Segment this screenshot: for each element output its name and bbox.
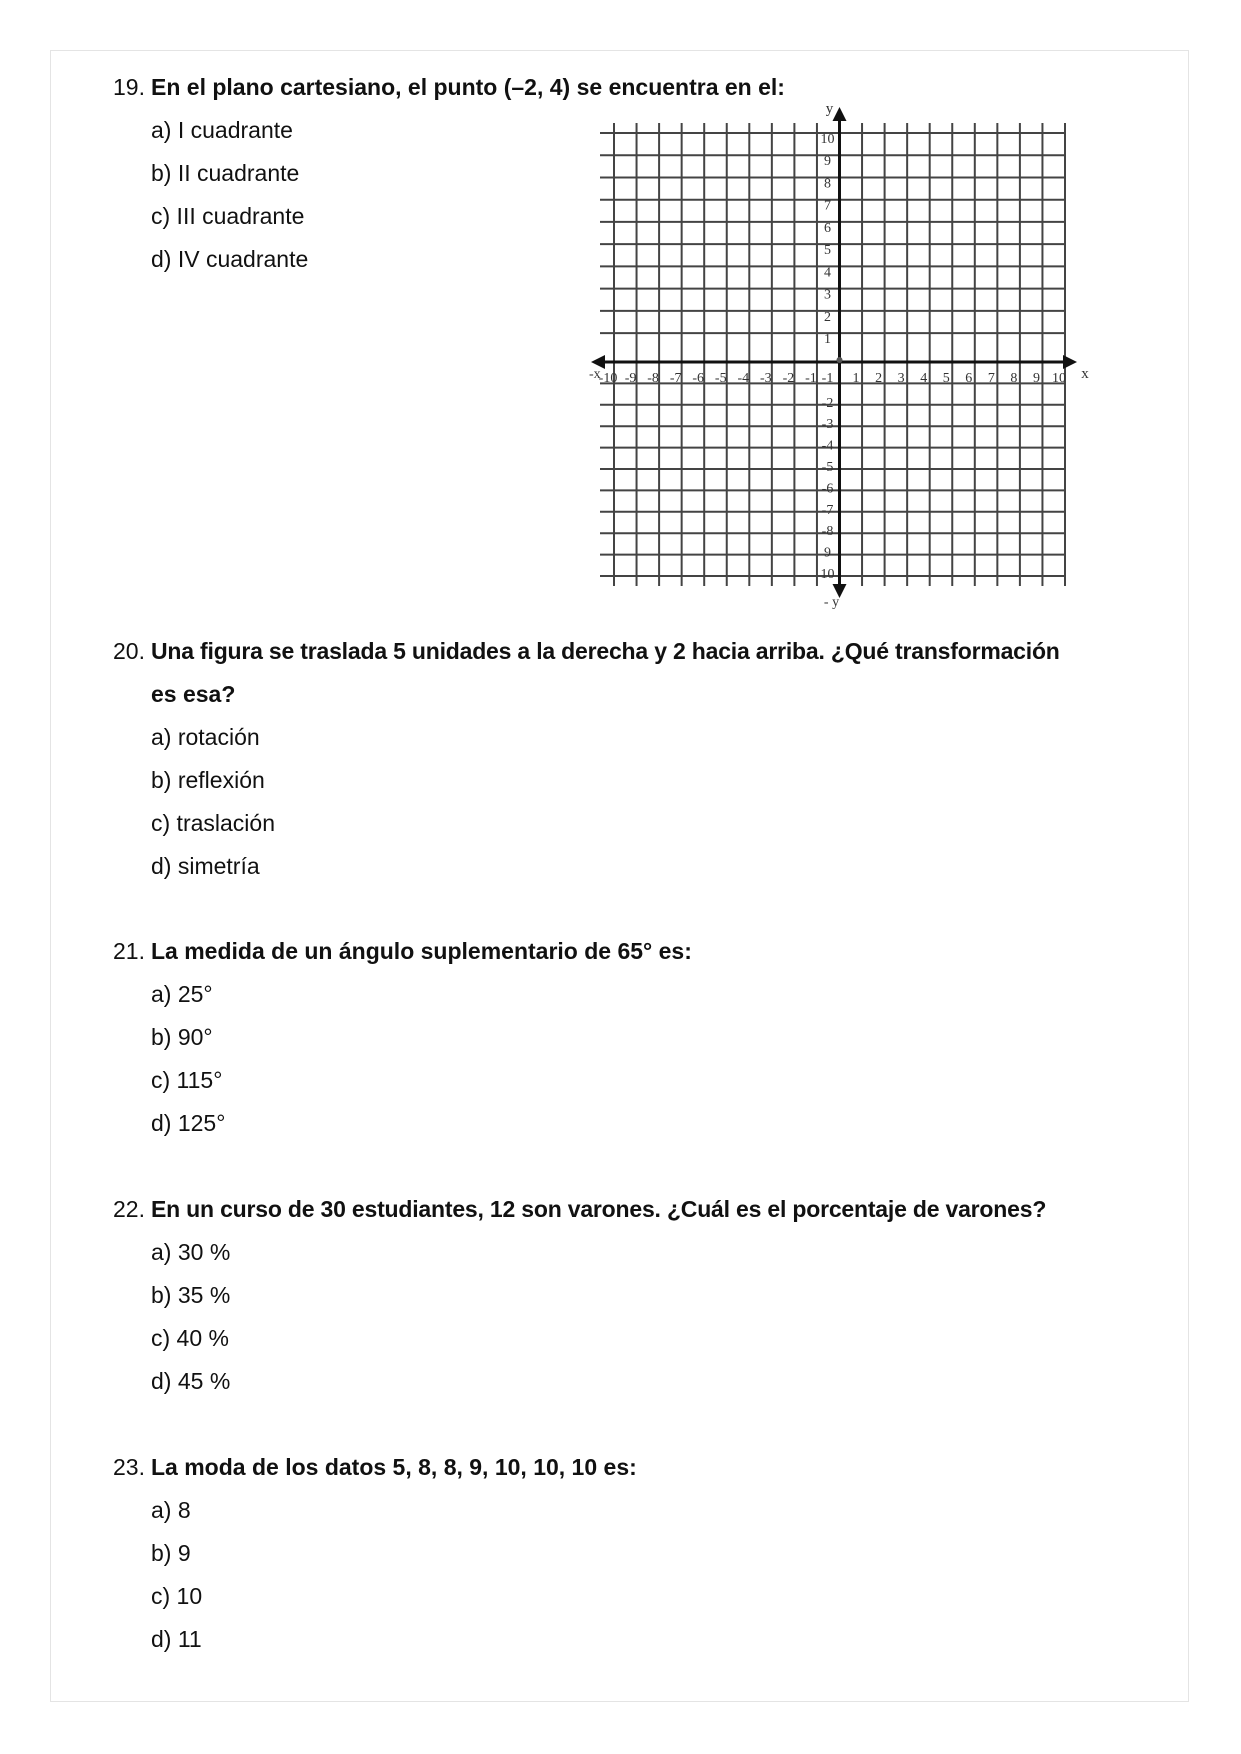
y-tick-label: 7 — [824, 198, 831, 214]
y-tick-label: 2 — [824, 309, 831, 325]
option-d: d) IV cuadrante — [151, 246, 309, 272]
y-tick-label: -8 — [821, 524, 834, 540]
option-d: d) 125° — [151, 1110, 226, 1136]
question-text: En el plano cartesiano, el punto (–2, 4) se encuentra en el: — [151, 74, 785, 100]
y-tick-label: 10 — [820, 567, 835, 582]
y-tick-label: 1 — [824, 332, 831, 348]
y-tick-label: -7 — [821, 502, 834, 518]
options-list — [151, 1489, 637, 1661]
x-tick-label: -4 — [737, 371, 750, 386]
option-b: b) 90° — [151, 1024, 213, 1050]
x-tick-label: -8 — [647, 371, 659, 386]
y-tick-label: 5 — [824, 243, 831, 259]
y-tick-label: -5 — [821, 460, 834, 475]
option-b: b) 9 — [151, 1540, 191, 1566]
option-a: a) 8 — [151, 1497, 191, 1523]
x-tick-label: -10 — [598, 371, 618, 386]
x-tick-label: 6 — [965, 371, 973, 386]
y-tick-label: -4 — [821, 438, 834, 454]
option-d: d) simetría — [151, 853, 260, 879]
question-number: 19. — [113, 74, 145, 100]
y-tick-label: 4 — [824, 265, 831, 281]
question-text: La moda de los datos 5, 8, 8, 9, 10, 10, 10 es: — [151, 1454, 637, 1480]
x-tick-label: 2 — [875, 371, 883, 386]
x-tick-label: 4 — [920, 371, 928, 386]
neg-x-axis-label: -x — [589, 367, 601, 382]
option-a: a) rotación — [151, 724, 260, 750]
x-tick-label: -5 — [714, 371, 727, 386]
question-number: 20. — [113, 638, 145, 664]
x-tick-label: -2 — [782, 371, 795, 386]
x-tick-label: -3 — [760, 371, 772, 386]
option-b: b) II cuadrante — [151, 160, 300, 186]
x-tick-label: -9 — [624, 371, 637, 386]
option-d: d) 45 % — [151, 1368, 231, 1394]
x-tick-label: 1 — [852, 371, 860, 386]
y-tick-label: -3 — [821, 417, 834, 433]
y-tick-label: -6 — [821, 481, 834, 497]
x-tick-label: 7 — [987, 371, 995, 386]
question-number: 22. — [113, 1196, 145, 1222]
question-text: Una figura se traslada 5 unidades a la derecha y 2 hacia arriba. ¿Qué transformación — [151, 638, 1060, 664]
y-tick-label: 9 — [824, 154, 831, 170]
question-21 — [113, 930, 692, 1145]
y-tick-label: 3 — [824, 287, 831, 303]
question-23 — [113, 1446, 637, 1661]
y-tick-label: 9 — [824, 545, 831, 561]
x-tick-label: -1 — [821, 371, 834, 386]
neg-y-axis-label: - y — [823, 595, 840, 610]
option-c: c) 10 — [151, 1583, 203, 1609]
option-b: b) 35 % — [151, 1282, 231, 1308]
arrow-up-icon — [833, 107, 847, 121]
question-number: 21. — [113, 938, 145, 964]
y-tick-label: 6 — [824, 220, 831, 236]
option-a: a) I cuadrante — [151, 117, 293, 143]
cartesian-plane-figure — [585, 105, 1095, 615]
option-a: a) 25° — [151, 981, 213, 1007]
option-a: a) 30 % — [151, 1239, 231, 1265]
options-list — [151, 1231, 1046, 1403]
question-text: En un curso de 30 estudiantes, 12 son varones. ¿Cuál es el porcentaje de varones? — [151, 1196, 1047, 1222]
options-list — [151, 973, 692, 1145]
x-tick-label: -1 — [805, 371, 817, 386]
y-tick-label: 8 — [824, 176, 831, 192]
x-tick-label: 3 — [897, 371, 905, 386]
x-tick-label: 5 — [942, 371, 950, 386]
question-20 — [113, 630, 1060, 888]
question-text-continued: es esa? — [151, 681, 236, 707]
question-text: La medida de un ángulo suplementario de 65° es: — [151, 938, 692, 964]
x-tick-label: -6 — [692, 371, 705, 386]
x-axis-label: x — [1081, 366, 1089, 382]
question-22 — [113, 1188, 1046, 1403]
option-d: d) 11 — [151, 1626, 202, 1652]
option-c: c) 115° — [151, 1067, 223, 1093]
y-axis-label: y — [825, 105, 834, 117]
x-tick-label: 10 — [1052, 371, 1066, 386]
y-tick-label: -2 — [821, 395, 834, 411]
x-tick-label: -7 — [669, 371, 682, 386]
y-tick-label: 10 — [820, 132, 835, 147]
x-tick-label: 8 — [1010, 371, 1018, 386]
option-c: c) III cuadrante — [151, 203, 305, 229]
option-c: c) traslación — [151, 810, 275, 836]
option-c: c) 40 % — [151, 1325, 229, 1351]
x-tick-label: 9 — [1032, 371, 1040, 386]
origin-point — [837, 357, 843, 363]
arrow-right-icon — [1063, 355, 1077, 369]
options-list — [151, 716, 1060, 888]
question-number: 23. — [113, 1454, 145, 1480]
cartesian-grid — [585, 105, 1095, 615]
option-b: b) reflexión — [151, 767, 265, 793]
